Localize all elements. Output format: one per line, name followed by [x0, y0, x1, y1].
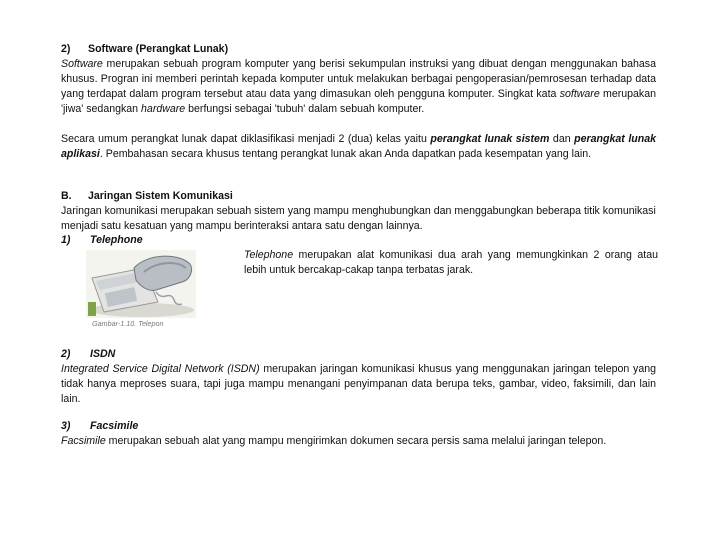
software-p2-text-3: . Pembahasan secara khusus tentang perangkat lunak akan Anda dapatkan pada kesempatan yang lain.	[99, 148, 592, 161]
facsimile-description	[61, 434, 656, 449]
software-text-2: merupakan 'jiwa' sedangkan	[61, 88, 657, 116]
software-number: 2)	[61, 43, 71, 55]
application-software-term: perangkat lunak aplikasi	[61, 133, 657, 161]
hardware-term: hardware	[141, 103, 186, 116]
telephone-figure-caption: Gambar-1.10. Telepon	[92, 319, 164, 328]
software-p2-text-1: Secara umum perangkat lunak dapat diklasifikasi menjadi 2 (dua) kelas yaitu	[61, 133, 431, 145]
isdn-title: ISDN	[90, 348, 116, 360]
telephone-image	[86, 250, 196, 318]
telephone-description	[244, 248, 658, 278]
software-term: Software	[61, 58, 103, 70]
software-text-3: berfungsi sebagai 'tubuh' dalam sebuah komputer.	[185, 103, 425, 116]
telephone-term: Telephone	[244, 249, 294, 261]
telephone-number: 1)	[61, 234, 71, 246]
software-text-1: merupakan sebuah program komputer yang berisi sekumpulan instruksi yang dibuat dengan menggunakan bahasa khusus. Progran ini memberi perintah kepada komputer untuk melakukan berbagai pengoperasian/pemrosesan terhadap data yang terdapat dalam program tersebut atau data yang dimasukan oleh pengguna komputer. Singkat kata	[61, 58, 656, 101]
isdn-description	[61, 362, 656, 407]
isdn-desc-text: merupakan jaringan komunikasi khusus yang menggunakan jaringan telepon yang tidak hanya meproses suara, tapi juga mampu menangani penyimpanan data berupa teks, gambar, video, faksimili, dan lain lain.	[61, 363, 657, 406]
facsimile-heading	[61, 419, 656, 434]
isdn-number: 2)	[61, 348, 71, 360]
software-p2-text-2: dan	[549, 133, 575, 145]
isdn-heading	[61, 347, 656, 362]
software-paragraph-2	[61, 132, 656, 162]
facsimile-desc-text: merupakan sebuah alat yang mampu mengirimkan dokumen secara persis sama melalui jaringan telepon.	[105, 435, 607, 447]
jaringan-letter: B.	[61, 190, 72, 202]
jaringan-intro: Jaringan komunikasi merupakan sebuah sistem yang mampu menghubungkan dan menggabungkan beberapa titik komunikasi menjadi satu kesatuan yang mampu berinteraksi antara satu dengan lainnya.	[61, 205, 656, 233]
software-term-2: software	[559, 88, 600, 101]
facsimile-term: Facsimile	[61, 435, 106, 447]
telephone-figure	[86, 250, 196, 330]
telephone-title: Telephone	[90, 234, 143, 246]
software-heading	[61, 42, 656, 57]
facsimile-number: 3)	[61, 420, 71, 432]
telephone-desc-text: merupakan alat komunikasi dua arah yang memungkinkan 2 orang atau lebih untuk bercakap-cakap tanpa terbatas jarak.	[244, 249, 658, 277]
isdn-term: Integrated Service Digital Network (ISDN)	[61, 363, 260, 375]
facsimile-title: Facsimile	[90, 420, 139, 432]
telephone-heading	[61, 233, 656, 248]
software-title: Software (Perangkat Lunak)	[88, 43, 229, 55]
jaringan-heading	[61, 189, 656, 204]
software-paragraph-1	[61, 57, 656, 117]
jaringan-title: Jaringan Sistem Komunikasi	[88, 190, 233, 202]
system-software-term: perangkat lunak sistem	[430, 133, 550, 145]
